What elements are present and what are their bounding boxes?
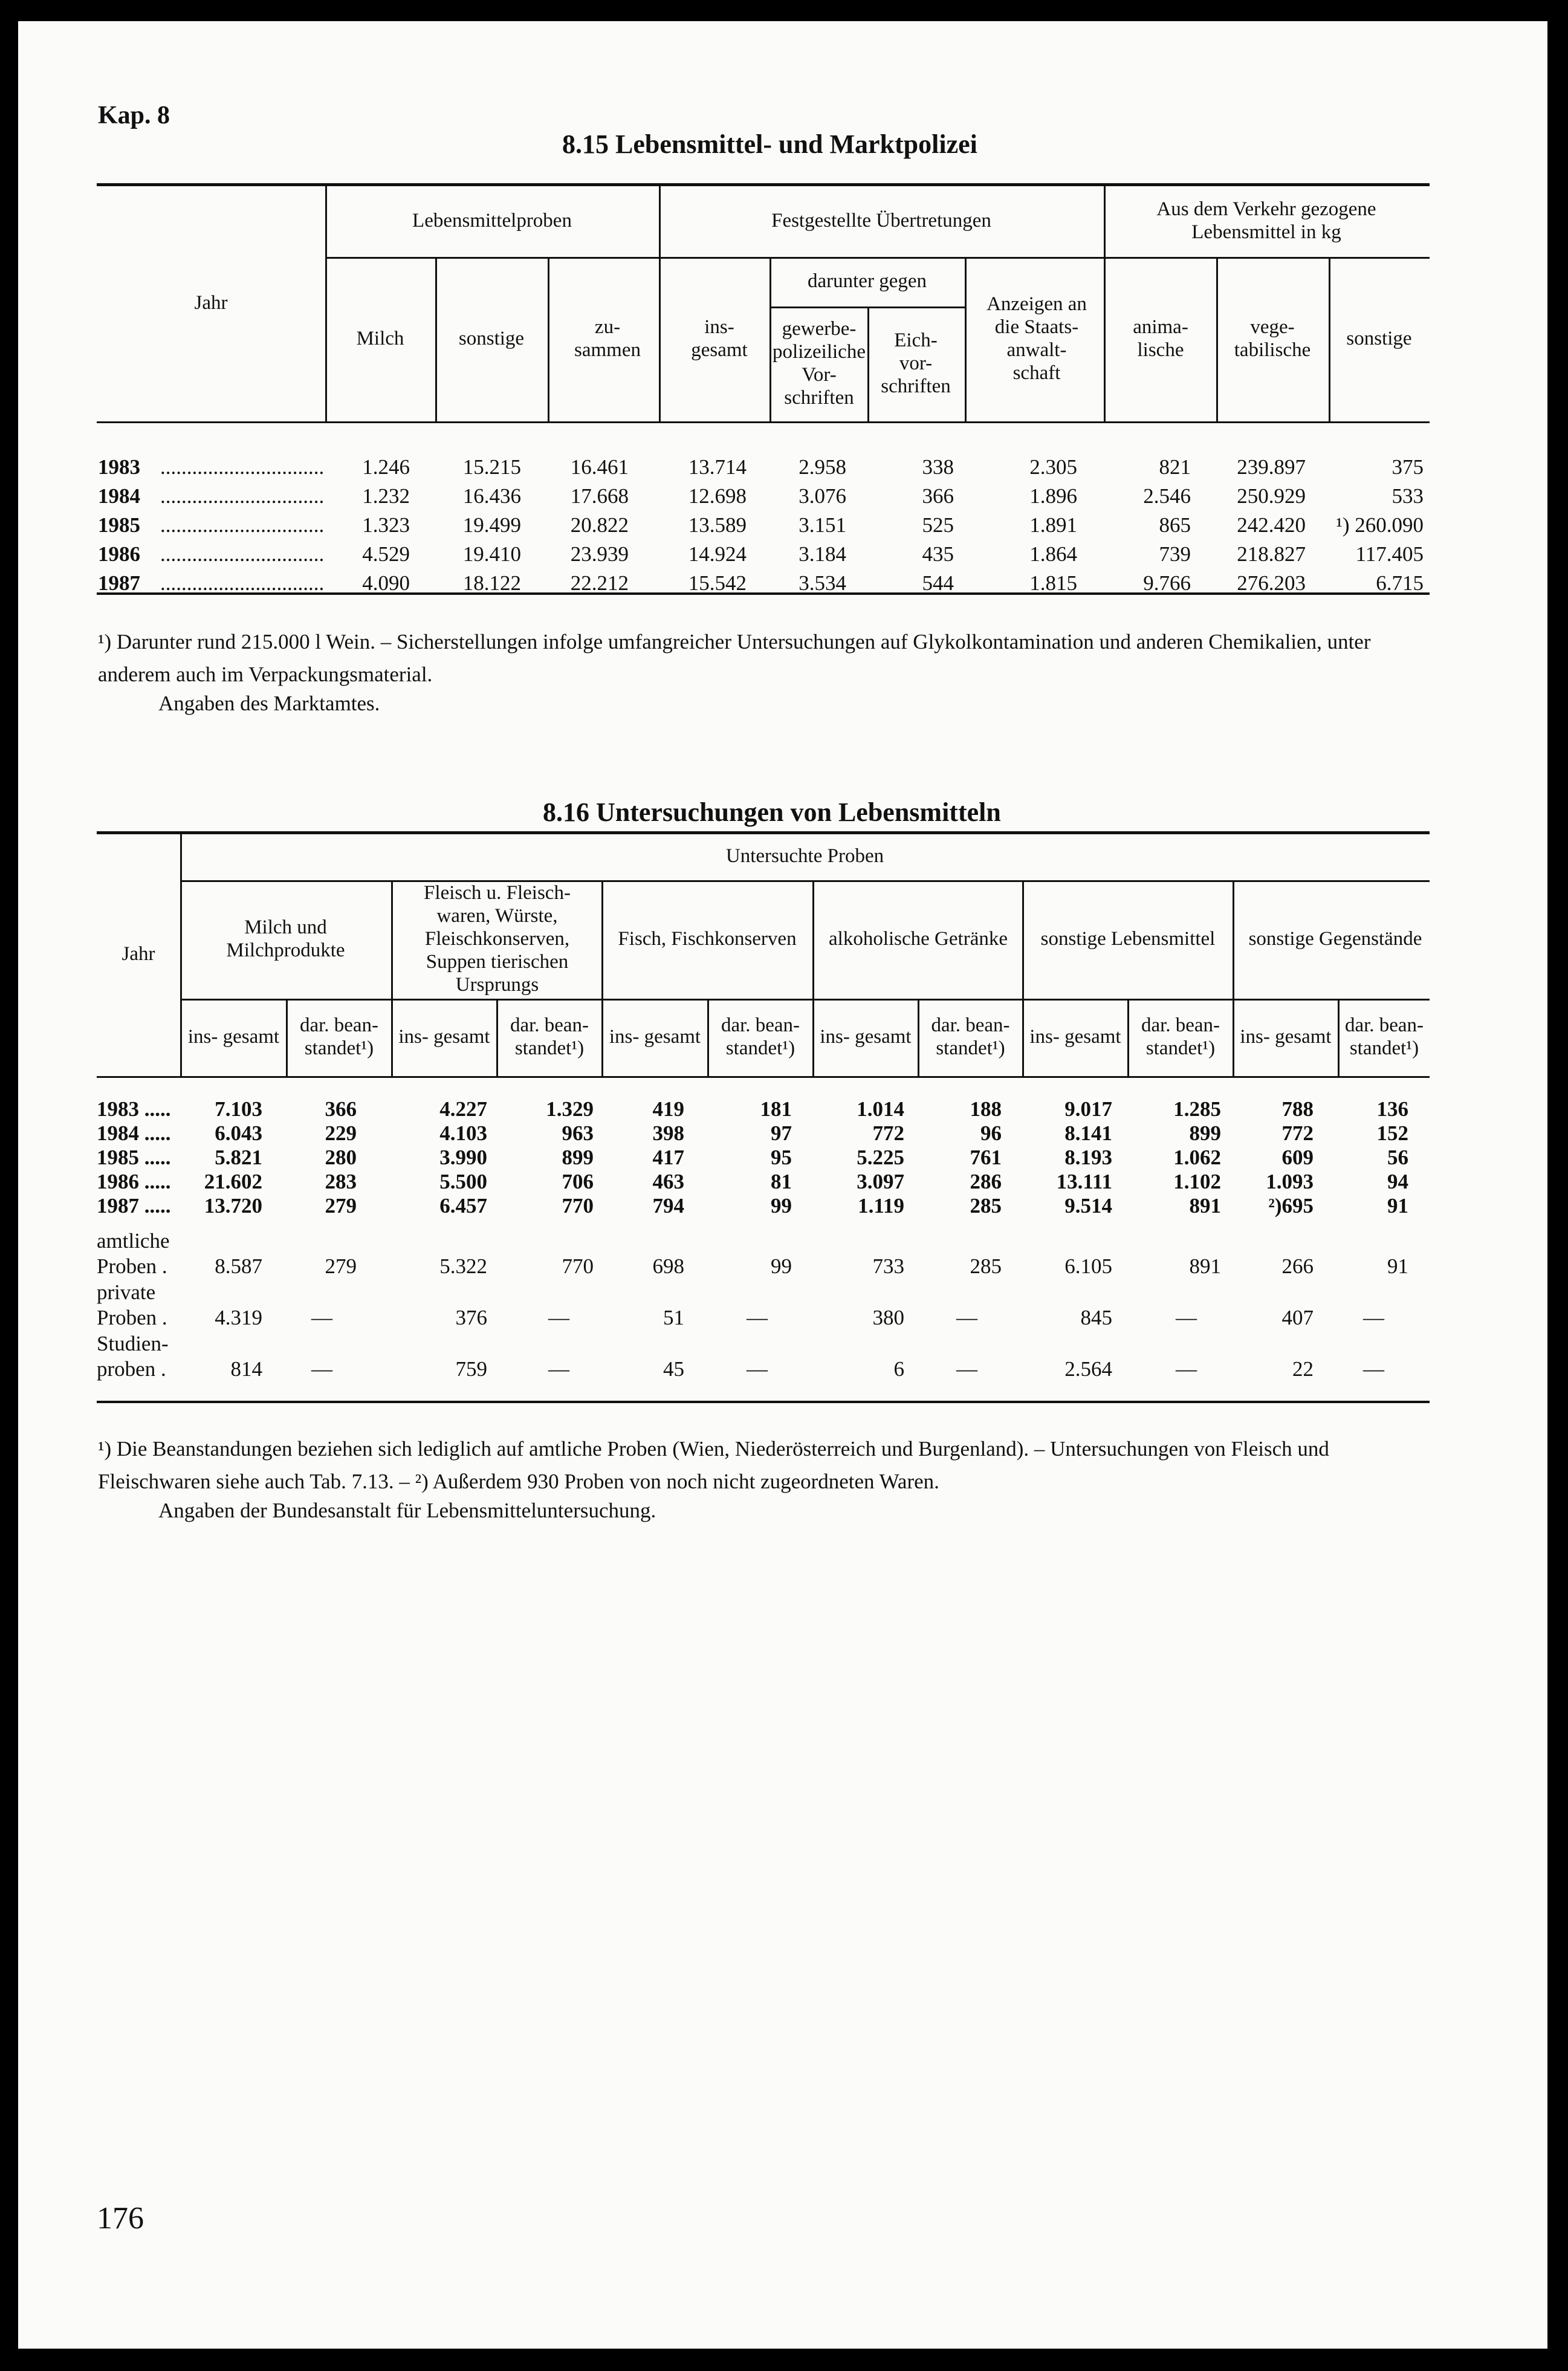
table-cell: 1.815	[1029, 571, 1077, 595]
table-cell: 1.232	[362, 484, 410, 508]
row-label-line-2: Proben .	[97, 1254, 167, 1278]
table-cell: 814	[230, 1357, 262, 1381]
table-8-15-footnote: ¹) Darunter rund 215.000 l Wein. – Sicherstellungen infolge umfangreicher Untersuchungen auf Glykolkontamination und anderen Chemikalien, unter anderem auch im Verpackungsmaterial.	[98, 630, 1371, 687]
table-cell: —	[1363, 1357, 1384, 1381]
table-cell: 15.542	[688, 571, 747, 595]
leader-dots: ...............................	[160, 484, 325, 508]
table-cell: 21.602	[204, 1170, 262, 1193]
subheader-insgesamt: ins- gesamt	[609, 1026, 701, 1048]
table-cell: 6	[893, 1357, 904, 1381]
table-cell: 15.215	[462, 455, 521, 479]
table-cell: 56	[1387, 1146, 1408, 1169]
year-label: 1985 .....	[97, 1146, 171, 1169]
table-cell: 794	[652, 1194, 684, 1218]
table-cell: 3.184	[799, 542, 846, 566]
table-cell: 533	[1391, 484, 1424, 508]
table-cell: 285	[970, 1254, 1002, 1278]
table-cell: 22	[1292, 1357, 1314, 1381]
year-label: 1984	[98, 484, 140, 508]
year-label: 1985	[98, 513, 140, 537]
table-cell: 3.076	[799, 484, 846, 508]
table-cell: —	[956, 1357, 977, 1381]
table-cell: 280	[325, 1146, 357, 1169]
header-darunter-gegen: darunter gegen	[808, 270, 927, 293]
table-cell: 417	[652, 1146, 684, 1169]
table-cell: 81	[771, 1170, 792, 1193]
table-cell: 9.017	[1064, 1097, 1112, 1121]
header-sonstige-kg: sonstige	[1346, 328, 1412, 350]
table-cell: —	[1176, 1357, 1197, 1381]
table-8-16-source: Angaben der Bundesanstalt für Lebensmitteluntersuchung.	[158, 1499, 656, 1522]
row-label-line-1: Studien-	[97, 1332, 169, 1355]
table-cell: 891	[1189, 1254, 1221, 1278]
table-cell: 1.119	[858, 1194, 904, 1218]
leader-dots: ...............................	[160, 455, 325, 479]
table-cell: ²)695	[1268, 1194, 1314, 1218]
table-cell: 899	[1189, 1121, 1221, 1145]
table-cell: 4.319	[215, 1306, 262, 1329]
table-cell: 1.102	[1173, 1170, 1221, 1193]
table-cell: 117.405	[1355, 542, 1424, 566]
table-cell: 94	[1387, 1170, 1408, 1193]
table-cell: 6.457	[439, 1194, 487, 1218]
table-8-16-title: 8.16 Untersuchungen von Lebensmitteln	[543, 797, 1001, 827]
header-lebensmittelproben: Lebensmittelproben	[412, 210, 572, 232]
subheader-insgesamt: ins- gesamt	[820, 1026, 912, 1048]
table-cell: 891	[1189, 1194, 1221, 1218]
year-label: 1987 .....	[97, 1194, 171, 1218]
table-cell: 99	[771, 1194, 792, 1218]
header-untersuchte-proben: Untersuchte Proben	[725, 845, 884, 868]
table-cell: 1.062	[1173, 1146, 1221, 1169]
table-cell: 821	[1159, 455, 1191, 479]
table-cell: 5.225	[857, 1146, 904, 1169]
subheader-dar-beanstandet: dar. bean- standet¹)	[721, 1014, 800, 1059]
table-cell: 8.141	[1064, 1121, 1112, 1145]
table-cell: 3.097	[857, 1170, 904, 1193]
subheader-insgesamt: ins- gesamt	[398, 1026, 490, 1048]
table-cell: 3.151	[799, 513, 846, 537]
table-cell: 899	[562, 1146, 594, 1169]
table-cell: 13.589	[688, 513, 747, 537]
chapter-label: Kap. 8	[98, 102, 170, 129]
table-cell: 4.227	[439, 1097, 487, 1121]
table-cell: 218.827	[1237, 542, 1306, 566]
table-cell: ¹) 260.090	[1336, 513, 1424, 537]
table-cell: 14.924	[688, 542, 747, 566]
table-cell: 97	[771, 1121, 792, 1145]
header-animalische: anima- lische	[1133, 316, 1188, 361]
page-number: 176	[97, 2201, 144, 2236]
table-cell: 22.212	[570, 571, 629, 595]
document-page	[18, 21, 1547, 2349]
table-cell: 407	[1281, 1306, 1314, 1329]
header-jahr-2: Jahr	[121, 943, 155, 965]
table-cell: 525	[922, 513, 954, 537]
leader-dots: ...............................	[160, 542, 325, 566]
subheader-dar-beanstandet: dar. bean- standet¹)	[1141, 1014, 1220, 1059]
table-cell: 1.864	[1029, 542, 1077, 566]
table-cell: 4.090	[362, 571, 410, 595]
table-cell: 770	[562, 1254, 594, 1278]
subheader-dar-beanstandet: dar. bean- standet¹)	[510, 1014, 589, 1059]
table-cell: 16.436	[462, 484, 521, 508]
table-cell: 1.093	[1266, 1170, 1314, 1193]
table-cell: 19.499	[462, 513, 521, 537]
table-cell: 366	[325, 1097, 357, 1121]
table-cell: —	[311, 1306, 332, 1329]
table-cell: 1.014	[857, 1097, 904, 1121]
header-festgestellte-uebertretungen: Festgestellte Übertretungen	[771, 210, 991, 232]
table-cell: 229	[325, 1121, 357, 1145]
table-cell: 266	[1281, 1254, 1314, 1278]
table-cell: 6.105	[1064, 1254, 1112, 1278]
header-fisch: Fisch, Fischkonserven	[618, 928, 797, 950]
table-cell: 2.564	[1064, 1357, 1112, 1381]
table-cell: 152	[1376, 1121, 1408, 1145]
row-label-line-2: proben .	[97, 1357, 166, 1381]
table-cell: 380	[872, 1306, 904, 1329]
table-cell: 16.461	[570, 455, 629, 479]
year-label: 1983	[98, 455, 140, 479]
table-cell: 2.305	[1029, 455, 1077, 479]
table-cell: 376	[455, 1306, 487, 1329]
year-label: 1987	[98, 571, 140, 595]
year-label: 1983 .....	[97, 1097, 171, 1121]
table-cell: 366	[922, 484, 954, 508]
table-cell: 338	[922, 455, 954, 479]
leader-dots: ...............................	[160, 571, 325, 595]
header-alkoholische-getraenke: alkoholische Getränke	[829, 928, 1008, 950]
table-cell: 91	[1387, 1254, 1408, 1278]
table-cell: 13.714	[688, 455, 747, 479]
table-cell: 788	[1281, 1097, 1314, 1121]
header-milch-und-milchprodukte: Milch und Milchprodukte	[226, 916, 345, 961]
table-cell: 99	[771, 1254, 792, 1278]
table-cell: 463	[652, 1170, 684, 1193]
table-cell: —	[1363, 1306, 1384, 1329]
table-cell: 761	[970, 1146, 1002, 1169]
header-anzeigen: Anzeigen an die Staats- anwalt- schaft	[986, 293, 1087, 384]
table-cell: —	[1176, 1306, 1197, 1329]
table-cell: 13.111	[1056, 1170, 1112, 1193]
header-jahr: Jahr	[194, 292, 228, 314]
year-label: 1986 .....	[97, 1170, 171, 1193]
year-label: 1984 .....	[97, 1121, 171, 1145]
table-cell: 1.285	[1173, 1097, 1221, 1121]
subheader-insgesamt: ins- gesamt	[1029, 1026, 1121, 1048]
table-cell: 12.698	[688, 484, 747, 508]
table-cell: 1.891	[1029, 513, 1077, 537]
table-cell: 1.329	[546, 1097, 594, 1121]
subheader-insgesamt: ins- gesamt	[1240, 1026, 1332, 1048]
table-cell: 435	[922, 542, 954, 566]
header-zusammen: zu- sammen	[574, 316, 641, 361]
table-cell: 759	[455, 1357, 487, 1381]
table-cell: 2.958	[799, 455, 846, 479]
table-cell: 865	[1159, 513, 1191, 537]
table-8-16-footnote: ¹) Die Beanstandungen beziehen sich lediglich auf amtliche Proben (Wien, Niederösterreich und Burgenland). – Untersuchungen von Fleisch und Fleischwaren siehe auch Tab. 7.13. – ²) Außerdem 930 Proben von noch nicht zugeordneten Waren.	[98, 1437, 1329, 1494]
table-cell: 739	[1159, 542, 1191, 566]
table-cell: 6.715	[1376, 571, 1424, 595]
table-cell: 17.668	[570, 484, 629, 508]
table-cell: 419	[652, 1097, 684, 1121]
table-cell: —	[548, 1306, 569, 1329]
table-cell: 19.410	[462, 542, 521, 566]
table-cell: 609	[1281, 1146, 1314, 1169]
table-cell: 706	[562, 1170, 594, 1193]
table-cell: 1.246	[362, 455, 410, 479]
table-cell: 279	[325, 1254, 357, 1278]
header-aus-dem-verkehr: Aus dem Verkehr gezogene Lebensmittel in kg	[1156, 198, 1376, 243]
table-cell: 13.720	[204, 1194, 262, 1218]
table-8-15-source: Angaben des Marktamtes.	[158, 692, 380, 715]
row-label-line-2: Proben .	[97, 1306, 167, 1329]
table-cell: 283	[325, 1170, 357, 1193]
header-vegetabilische: vege- tabilische	[1234, 316, 1311, 361]
table-cell: 242.420	[1237, 513, 1306, 537]
table-cell: 181	[760, 1097, 792, 1121]
table-cell: 6.043	[215, 1121, 262, 1145]
subheader-insgesamt: ins- gesamt	[187, 1026, 280, 1048]
table-cell: 3.534	[799, 571, 846, 595]
table-cell: —	[747, 1306, 768, 1329]
table-cell: 4.529	[362, 542, 410, 566]
table-cell: 8.587	[215, 1254, 262, 1278]
table-cell: 188	[970, 1097, 1002, 1121]
table-cell: 1.323	[362, 513, 410, 537]
table-cell: —	[548, 1357, 569, 1381]
table-cell: 5.322	[439, 1254, 487, 1278]
header-fleisch: Fleisch u. Fleisch- waren, Würste, Fleischkonserven, Suppen tierischen Ursprungs	[424, 882, 571, 996]
table-cell: 8.193	[1064, 1146, 1112, 1169]
header-gewerbepolizeiliche: gewerbe- polizeiliche Vor- schriften	[773, 318, 866, 409]
table-cell: 18.122	[462, 571, 521, 595]
table-cell: 770	[562, 1194, 594, 1218]
subheader-dar-beanstandet: dar. bean- standet¹)	[931, 1014, 1010, 1059]
table-cell: 96	[980, 1121, 1002, 1145]
row-label-line-1: amtliche	[97, 1229, 170, 1253]
table-cell: 286	[970, 1170, 1002, 1193]
table-cell: 91	[1387, 1194, 1408, 1218]
table-cell: 4.103	[439, 1121, 487, 1145]
table-cell: 398	[652, 1121, 684, 1145]
header-eichvorschriften: Eich- vor- schriften	[881, 329, 951, 397]
table-cell: 279	[325, 1194, 357, 1218]
table-cell: 5.821	[215, 1146, 262, 1169]
table-cell: 772	[872, 1121, 904, 1145]
table-cell: 698	[652, 1254, 684, 1278]
table-cell: 2.546	[1143, 484, 1191, 508]
table-cell: 3.990	[439, 1146, 487, 1169]
subheader-dar-beanstandet: dar. bean- standet¹)	[1344, 1014, 1424, 1059]
table-cell: —	[747, 1357, 768, 1381]
table-cell: 250.929	[1237, 484, 1306, 508]
table-cell: 1.896	[1029, 484, 1077, 508]
table-cell: 5.500	[439, 1170, 487, 1193]
table-cell: 51	[663, 1306, 684, 1329]
table-cell: 7.103	[215, 1097, 262, 1121]
leader-dots: ...............................	[160, 513, 325, 537]
table-cell: 375	[1391, 455, 1424, 479]
subheader-dar-beanstandet: dar. bean- standet¹)	[299, 1014, 379, 1059]
table-cell: 544	[922, 571, 954, 595]
table-cell: 963	[562, 1121, 594, 1145]
table-cell: 9.766	[1143, 571, 1191, 595]
table-cell: 23.939	[570, 542, 629, 566]
year-label: 1986	[98, 542, 140, 566]
table-cell: 276.203	[1237, 571, 1306, 595]
table-cell: 95	[771, 1146, 792, 1169]
table-cell: 239.897	[1237, 455, 1306, 479]
row-label-line-1: private	[97, 1280, 156, 1304]
table-cell: 20.822	[570, 513, 629, 537]
header-sonstige: sonstige	[458, 328, 525, 350]
table-cell: 733	[872, 1254, 904, 1278]
table-cell: 772	[1281, 1121, 1314, 1145]
header-insgesamt: ins- gesamt	[691, 316, 748, 361]
header-sonstige-lebensmittel: sonstige Lebensmittel	[1040, 928, 1216, 950]
table-cell: —	[311, 1357, 332, 1381]
table-8-15-title: 8.15 Lebensmittel- und Marktpolizei	[562, 129, 977, 159]
table-cell: 845	[1080, 1306, 1112, 1329]
table-cell: 45	[663, 1357, 684, 1381]
table-cell: 285	[970, 1194, 1002, 1218]
header-sonstige-gegenstaende: sonstige Gegenstände	[1248, 928, 1422, 950]
table-cell: 136	[1376, 1097, 1408, 1121]
table-cell: —	[956, 1306, 977, 1329]
table-cell: 9.514	[1064, 1194, 1112, 1218]
header-milch: Milch	[356, 328, 404, 350]
